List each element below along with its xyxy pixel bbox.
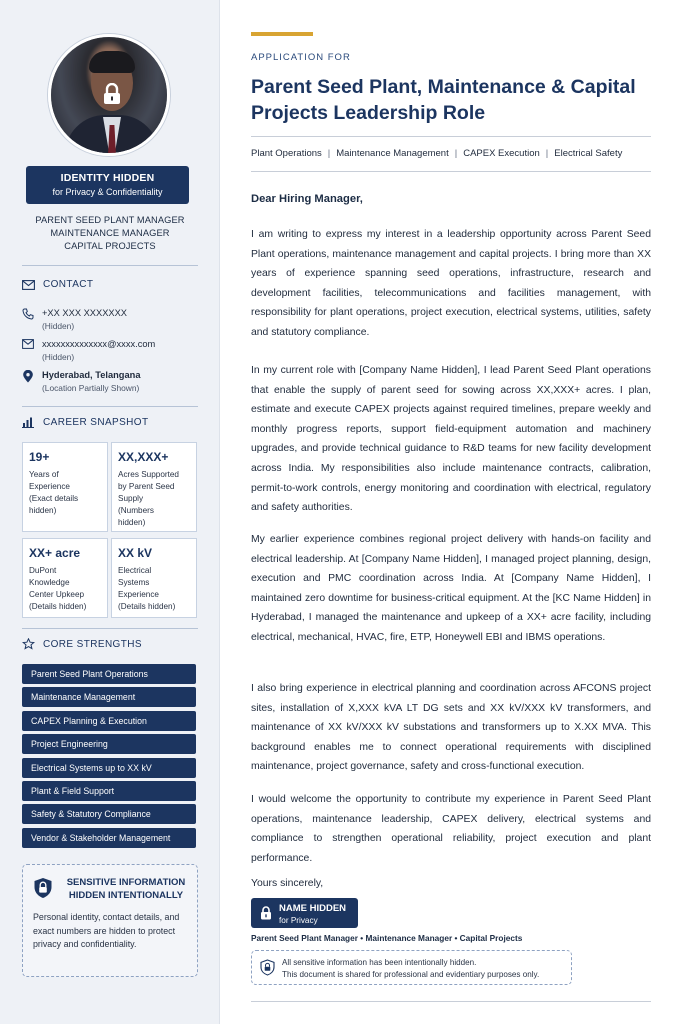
contact-phone [22, 308, 127, 331]
snapshot-text: Years of Experience (Exact details hidden) [29, 470, 79, 515]
snapshot-text: Electrical Systems Experience (Details hidden) [118, 566, 176, 611]
snapshot-text: Acres Supported by Parent Seed Supply (Numbers hidden) [118, 470, 179, 527]
closing: Yours sincerely, [251, 878, 324, 889]
star-icon [22, 638, 35, 650]
strength-pill: Vendor & Stakeholder Management [22, 828, 196, 848]
contact-heading-label: CONTACT [43, 279, 94, 290]
snapshot-value: XX,XXX+ [118, 450, 169, 464]
role-line: PARENT SEED PLANT MANAGER [35, 215, 185, 225]
location-note: (Location Partially Shown) [42, 383, 140, 393]
divider [251, 171, 651, 172]
snapshot-card-center [22, 538, 108, 618]
career-snapshot-label: CAREER SNAPSHOT [43, 417, 149, 428]
role-line: CAPITAL PROJECTS [64, 241, 156, 251]
strength-pill: Parent Seed Plant Operations [22, 664, 196, 684]
email-note: (Hidden) [42, 352, 75, 362]
identity-title: IDENTITY HIDDEN [60, 172, 155, 184]
sensitive-body: Personal identity, contact details, and exact numbers are hidden to protect privacy and confidentiality. [33, 912, 180, 949]
phone-value: +XX XXX XXXXXXX [42, 308, 128, 318]
letter-paragraph: In my current role with [Company Name Hidden], I lead Parent Seed Plant operations that enable the supply of parent seed for sowing across XX,XXX+ acres. I plan, estimate and execute CAPEX projects against required timelines, prepare weekly and monthly progress reports, support field-equipment automation and machinery upgrades, and provide technical guidance to R&D teams for new facility development across India. My responsibilities also include maintenance contracts, calibration, permit-to-work controls, energy monitoring and coordination with electrical, regulatory and safety authorities. [251, 365, 651, 514]
sensitive-info-box [22, 864, 198, 977]
shield-lock-icon [33, 877, 53, 899]
strength-pill: Maintenance Management [22, 687, 196, 707]
identity-hidden-badge [26, 166, 189, 204]
lock-icon [260, 906, 272, 920]
divider [22, 628, 198, 629]
phone-note: (Hidden) [42, 321, 75, 331]
career-snapshot-heading [22, 417, 148, 428]
salutation: Dear Hiring Manager, [251, 193, 363, 205]
strength-pill: Electrical Systems up to XX kV [22, 758, 196, 778]
contact-location [22, 370, 141, 393]
divider [251, 136, 651, 137]
role-line: MAINTENANCE MANAGER [50, 228, 170, 238]
phone-icon [22, 308, 34, 320]
snapshot-value: XX+ acre [29, 546, 81, 560]
strength-pill: Project Engineering [22, 734, 196, 754]
divider [22, 406, 198, 407]
tag: Maintenance Management [336, 148, 449, 159]
application-for-label: APPLICATION FOR [251, 52, 351, 63]
bar-chart-icon [22, 417, 35, 428]
name-hidden-note: for Privacy [279, 916, 318, 925]
core-strengths-label: CORE STRENGTHS [43, 638, 142, 650]
strength-pill: Safety & Statutory Compliance [22, 804, 196, 824]
sensitive-heading: SENSITIVE INFORMATION HIDDEN INTENTIONALLY [66, 877, 186, 901]
letter-paragraph: I am writing to express my interest in a leadership opportunity across Parent Seed Plant operations, maintenance management and capital projects. I bring more than XX years of experience spanning seed operations, infrastructure, research and development facilities, telecommunications and facilities management, with responsibility for plant operations, project execution, electrical systems, utilities, safety and statutory compliance. [251, 229, 651, 338]
sidebar [0, 0, 220, 1024]
tag: CAPEX Execution [463, 148, 540, 159]
snapshot-value: XX kV [118, 546, 153, 560]
snapshot-card-kv [111, 538, 197, 618]
shield-lock-icon [260, 959, 275, 976]
snapshot-card-acres [111, 442, 197, 532]
name-hidden-badge [251, 898, 358, 928]
focus-tags: Plant Operations | Maintenance Management | CAPEX Execution | Electrical Safety [251, 148, 623, 159]
contact-heading [22, 279, 93, 290]
title-accent-bar [251, 32, 313, 36]
divider [22, 265, 198, 266]
tag: Electrical Safety [554, 148, 623, 159]
tag: Plant Operations [251, 148, 322, 159]
envelope-icon [22, 280, 35, 290]
letter-paragraph: I also bring experience in electrical planning and coordination across AFCONS project sites, installation of X,XXX kVA LT DG sets and XX kV/XXX kV transformers, and maintenance of XX kV/XXX kV substations and transformers up to X.XX MVA. This background enables me to connect operational requirements with disciplined maintenance, project governance, safety and cross-functional execution. [251, 683, 651, 773]
identity-subtitle: for Privacy & Confidentiality [52, 187, 163, 197]
name-hidden-label: NAME HIDDEN [279, 903, 347, 914]
email-value: xxxxxxxxxxxxxx@xxxx.com [42, 339, 156, 349]
location-value: Hyderabad, Telangana [42, 370, 141, 380]
strength-pill: Plant & Field Support [22, 781, 196, 801]
profile-photo-blurred [48, 34, 170, 156]
snapshot-value: 19+ [29, 450, 50, 464]
snapshot-card-years [22, 442, 108, 532]
strength-pill: CAPEX Planning & Execution [22, 711, 196, 731]
lock-icon [102, 83, 122, 105]
signature-roles: Parent Seed Plant Manager • Maintenance Manager • Capital Projects [251, 933, 523, 943]
core-strengths-heading [22, 638, 142, 650]
sidebar-roles [10, 214, 210, 253]
envelope-icon [22, 339, 34, 349]
divider [251, 1001, 651, 1002]
page-title: Parent Seed Plant, Maintenance & Capital Projects Leadership Role [251, 76, 636, 124]
privacy-notice [251, 950, 572, 985]
contact-email [22, 339, 155, 362]
letter-paragraph: My earlier experience combines regional project delivery with hands-on facility and electrical leadership. At [Company Name Hidden], I managed project planning, design, execution and PMC coordination across India. At [Company Name Hidden], I maintained zero downtime for business-critical equipment. At the [KC Name Hidden] in Hyderabad, I managed the maintenance and upkeep of a XX+ acre facility, including electrical, mechanical, HVAC, fire, ETP, Honeywell EBI and IBMS operations. [251, 534, 651, 643]
letter-paragraph: I would welcome the opportunity to contribute my experience in Parent Seed Plant operations, maintenance leadership, CAPEX delivery, electrical systems and compliance to strengthen operational reliability, project execution and plant performance. [251, 794, 651, 864]
notice-text: All sensitive information has been intentionally hidden. This document is shared for professional and evidentiary purposes only. [282, 958, 540, 979]
location-pin-icon [22, 370, 34, 383]
snapshot-text: DuPont Knowledge Center Upkeep (Details hidden) [29, 566, 87, 611]
